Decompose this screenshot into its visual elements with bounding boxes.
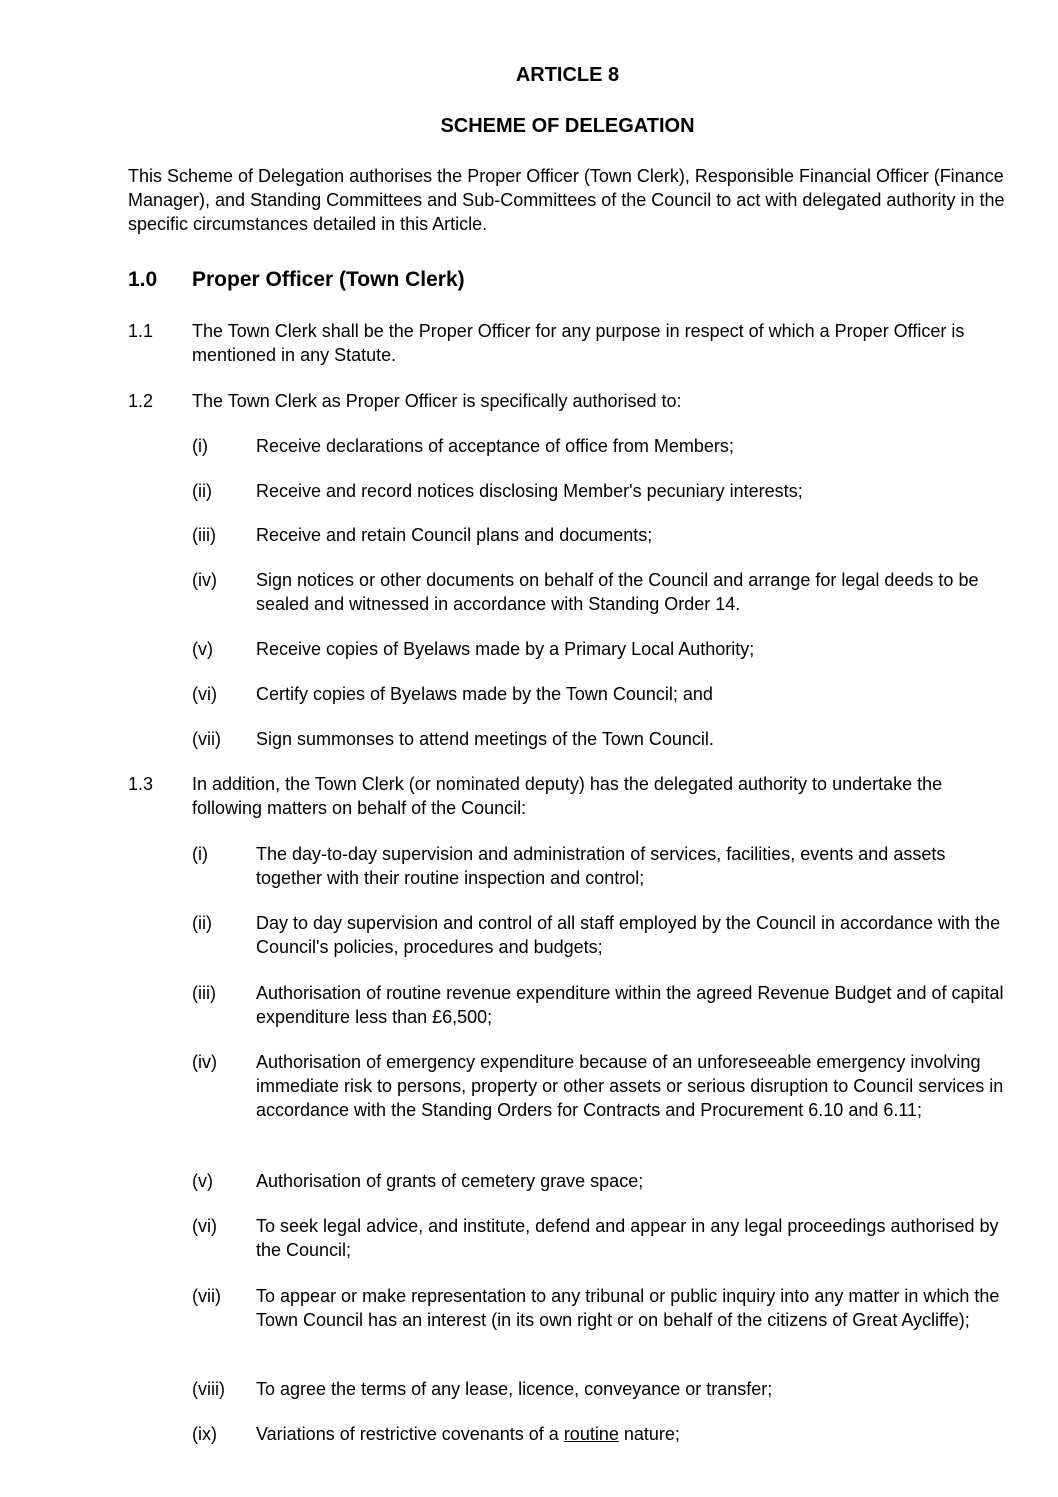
paragraph-number: 1.1 (128, 321, 154, 341)
list-item-text-before: Variations of restrictive covenants of a (256, 1424, 564, 1444)
paragraph-text: The Town Clerk as Proper Officer is specifically authorised to: (192, 391, 682, 411)
paragraph-number: 1.3 (128, 774, 154, 794)
list-item-number: (iv) (192, 1052, 217, 1072)
list-item-number: (vii) (192, 729, 221, 749)
list-item-text: To appear or make representation to any tribunal or public inquiry into any matter in which the Town Council has an interest (in its own right or on behalf of the citizens of Great Aycliffe); (256, 1286, 1000, 1330)
article-title: ARTICLE 8 (515, 64, 620, 86)
list-item-number: (iii) (192, 525, 216, 545)
list-item-number: (viii) (192, 1379, 225, 1399)
list-item-text: Certify copies of Byelaws made by the Town Council; and (256, 684, 713, 704)
underlined-word: routine (563, 1424, 619, 1444)
list-item-text: Receive declarations of acceptance of office from Members; (256, 436, 734, 456)
list-item-number: (ix) (192, 1424, 217, 1444)
list-item-number: (v) (192, 1171, 213, 1191)
list-item-number: (iv) (192, 570, 217, 590)
list-item-number: (vi) (192, 1216, 217, 1236)
list-item-number: (vi) (192, 684, 217, 704)
section-title: Proper Officer (Town Clerk) (192, 268, 465, 291)
list-item-number: (i) (192, 436, 208, 456)
list-item-text: Sign summonses to attend meetings of the Town Council. (256, 729, 714, 749)
list-item-number: (ii) (192, 481, 212, 501)
list-item-text: Receive and retain Council plans and documents; (256, 525, 653, 545)
scheme-title: SCHEME OF DELEGATION (440, 115, 695, 137)
list-item-text (256, 1422, 1012, 1446)
list-item-number: (ii) (192, 913, 212, 933)
paragraph-text: The Town Clerk shall be the Proper Officer for any purpose in respect of which a Proper Officer is mentioned in any Statute. (192, 321, 965, 365)
list-item-text: Authorisation of routine revenue expenditure within the agreed Revenue Budget and of capital expenditure less than £6,500; (256, 983, 1004, 1027)
list-item-text-after: nature; (618, 1424, 680, 1444)
list-item-number: (v) (192, 639, 213, 659)
paragraph-number: 1.2 (128, 391, 154, 411)
list-item-text: Receive copies of Byelaws made by a Primary Local Authority; (256, 639, 755, 659)
list-item-text: Authorisation of grants of cemetery grave space; (256, 1171, 644, 1191)
list-item-number: (i) (192, 844, 208, 864)
list-item-number: (vii) (192, 1286, 221, 1306)
list-item-text: The day-to-day supervision and administration of services, facilities, events and assets together with their routine inspection and control; (256, 844, 946, 888)
list-item-text: Sign notices or other documents on behalf of the Council and arrange for legal deeds to be sealed and witnessed in accordance with Standing Order 14. (256, 570, 979, 614)
section-number: 1.0 (128, 268, 158, 291)
list-item-text: Authorisation of emergency expenditure because of an unforeseeable emergency involving immediate risk to persons, property or other assets or serious disruption to Council services in accordance with the Standing Orders for Contracts and Procurement 6.10 and 6.11; (256, 1052, 1004, 1120)
list-item-text: Receive and record notices disclosing Member's pecuniary interests; (256, 481, 803, 501)
list-item-text: To agree the terms of any lease, licence, conveyance or transfer; (256, 1379, 773, 1399)
intro-paragraph: This Scheme of Delegation authorises the Proper Officer (Town Clerk), Responsible Financial Officer (Finance Manager), and Standing Committees and Sub-Committees of the Council to act with delegated authority in the specific circumstances detailed in this Article. (128, 166, 1005, 234)
list-item-text: Day to day supervision and control of all staff employed by the Council in accordance with the Council's policies, procedures and budgets; (256, 913, 1001, 957)
list-item-text: To seek legal advice, and institute, defend and appear in any legal proceedings authorised by the Council; (256, 1216, 999, 1260)
paragraph-text: In addition, the Town Clerk (or nominated deputy) has the delegated authority to undertake the following matters on behalf of the Council: (192, 774, 943, 818)
list-item-number: (iii) (192, 983, 216, 1003)
